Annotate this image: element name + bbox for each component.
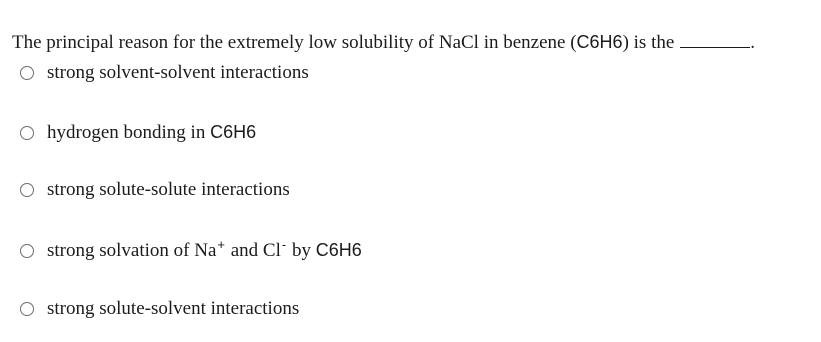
option-3-label: strong solute-solute interactions — [47, 179, 290, 200]
radio-button-option-2[interactable] — [20, 126, 34, 140]
radio-button-option-5[interactable] — [20, 302, 34, 316]
option-4-part2: and Cl — [226, 240, 281, 261]
option-4-part3: by — [287, 240, 316, 261]
option-1[interactable] — [20, 61, 309, 85]
option-3[interactable] — [20, 178, 290, 202]
answer-blank — [680, 30, 750, 48]
question-text-before: The principal reason for the extremely low solubility of NaCl in benzene ( — [12, 32, 577, 53]
option-4-part1: strong solvation of Na — [47, 240, 217, 261]
option-1-label: strong solvent-solvent interactions — [47, 62, 309, 83]
radio-button-option-3[interactable] — [20, 183, 34, 197]
question-text — [12, 30, 755, 55]
radio-button-option-1[interactable] — [20, 66, 34, 80]
option-4-label — [47, 238, 362, 264]
option-4-formula: C6H6 — [315, 240, 362, 260]
option-2-formula: C6H6 — [210, 122, 257, 142]
option-5-label: strong solute-solvent interactions — [47, 298, 300, 319]
option-2-label — [47, 120, 256, 145]
option-5[interactable] — [20, 297, 299, 321]
option-4[interactable] — [20, 238, 362, 264]
question-text-after: ) is the — [622, 32, 675, 53]
option-2[interactable] — [20, 120, 256, 145]
option-2-label-text: hydrogen bonding in — [47, 122, 211, 143]
option-4-superscript-plus: + — [217, 237, 225, 252]
radio-button-option-4[interactable] — [20, 244, 34, 258]
option-4-superscript-minus: - — [281, 237, 287, 252]
question-formula: C6H6 — [576, 32, 623, 52]
question-trailing: . — [750, 32, 756, 53]
